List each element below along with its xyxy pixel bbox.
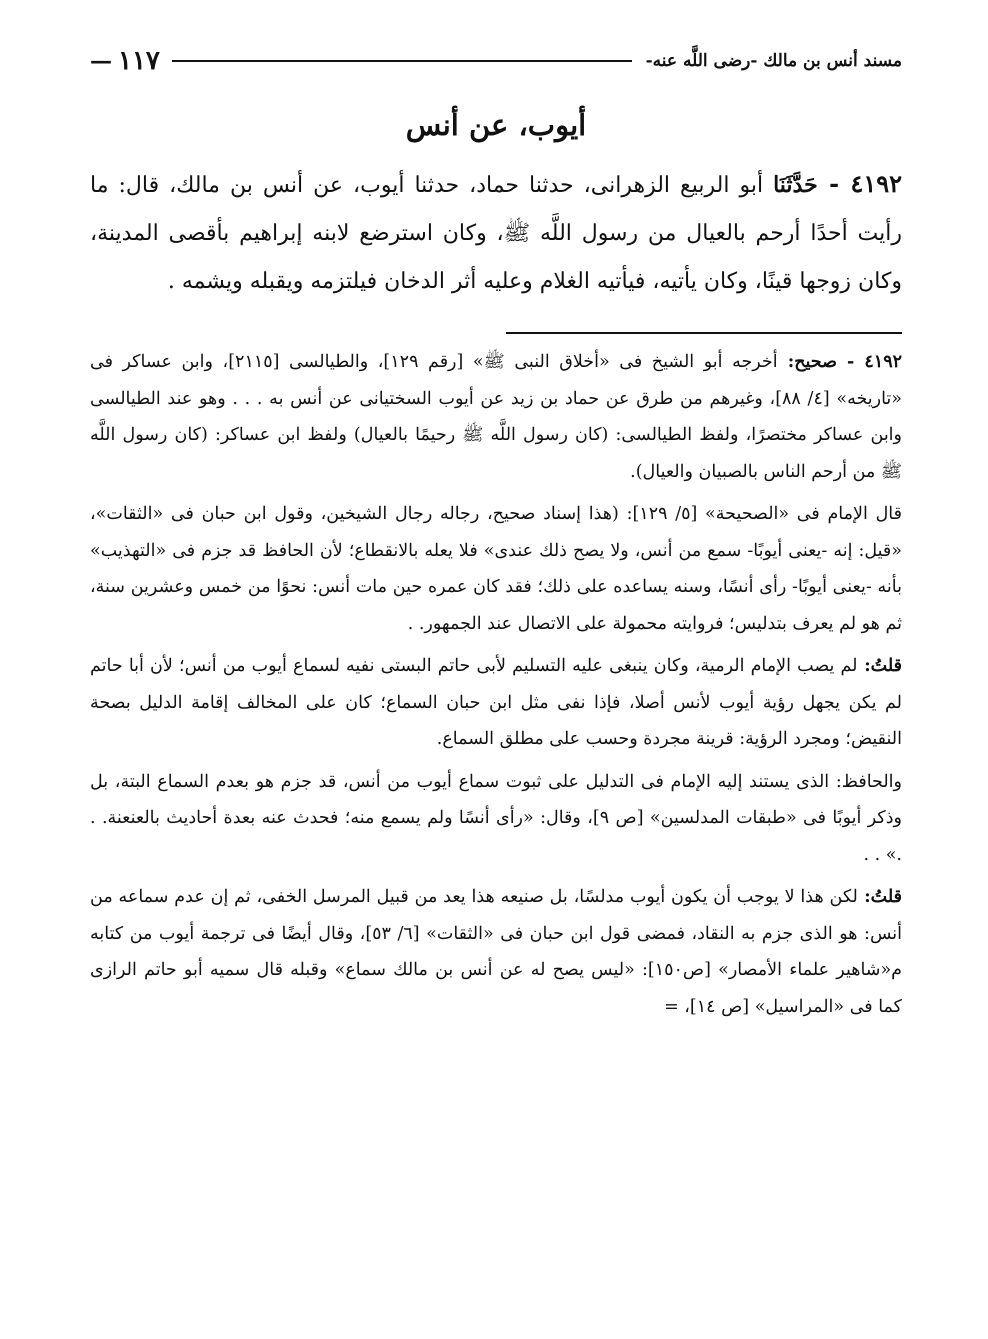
footnote-separator: [506, 332, 902, 334]
hadith-dash: -: [817, 169, 851, 198]
hadith-body: أبو الربيع الزهرانى، حدثنا حماد، حدثنا أيوب، عن أنس بن مالك، قال: ما رأيت أحدًا أرحم بالعيال من رسول اللَّه ﷺ، وكان استرضع لابنه إبراهيم بأقصى المدينة، وكان زوجها قينًا، وكان يأتيه، فيأتيه الغلام وعليه أثر الدخان فيلتزمه ويقبله ويشمه .: [90, 173, 902, 294]
note-paragraph-3: [90, 648, 902, 758]
note-label-qultu-2: قلتُ:: [857, 887, 902, 907]
hadith-lead: حَدَّثَنَا: [773, 172, 818, 198]
footnotes: [90, 344, 902, 1025]
note-paragraph-5: [90, 879, 902, 1025]
note-paragraph-1: [90, 344, 902, 490]
note-text-2: قال الإمام فى «الصحيحة» [٥/ ١٢٩]: (هذا إسناد صحيح، رجاله رجال الشيخين، وقول ابن حبان فى «الثقات»، «قيل: إنه -يعنى أيوبًا- سمع من أنس، ولا يصح ذلك عندى» فلا يعله بالانقطاع؛ لأن الحافظ قد جزم فى «التهذيب» بأنه -يعنى أيوبًا- رأى أنسًا، وسنه يساعده على ذلك؛ فقد كان عمره حين مات أنس: نحوًا من خمس وعشرين سنة، ثم هو لم يعرف بتدليس؛ فروايته محمولة على الاتصال عند الجمهور. .: [90, 504, 902, 634]
page-number: ١١٧: [118, 46, 160, 76]
hadith-text: [90, 160, 902, 306]
hadith-number: ٤١٩٢: [850, 169, 902, 198]
note-paragraph-4: [90, 764, 902, 874]
section-title: أيوب، عن أنس: [405, 108, 587, 142]
header-dash: —: [90, 48, 112, 74]
page-header: [90, 40, 902, 82]
note-text-3: لم يصب الإمام الرمية، وكان ينبغى عليه التسليم لأبى حاتم البستى نفيه لسماع أيوب من أنس؛ لأن أبا حاتم لم يكن يجهل رؤية أيوب لأنس أصلا، فإذا نفى مثل ابن حبان السماع؛ كان على المخالف إقامة الدليل بصحة النقيض؛ ومجرد الرؤية: قرينة مجردة وحسب على مطلق السماع.: [90, 656, 902, 749]
note-text-4: والحافظ: الذى يستند إليه الإمام فى التدليل على ثبوت سماع أيوب من أنس، قد جزم هو بعدم السماع البتة، بل وذكر أيوبًا فى «طبقات المدلسين» [ص ٩]، وقال: «رأى أنسًا ولم يسمع منه؛ فحدث عنه بعدة أحاديث بالعنعنة. . .» . .: [90, 771, 902, 865]
running-title: مسند أنس بن مالك -رضى اللَّه عنه-: [645, 51, 902, 71]
note-number: ٤١٩٢: [864, 352, 903, 372]
note-text-1: أخرجه أبو الشيخ فى «أخلاق النبى ﷺ» [رقم ١٢٩]، والطيالسى [٢١١٥]، وابن عساكر فى «تاريخه» [٤/ ٨٨]، وغيرهم من طرق عن حماد بن زيد عن أيوب السختيانى عن أنس به . . . وهو عند الطيالسى وابن عساكر مختصرًا، ولفظ الطيالسى: (كان رسول اللَّه ﷺ رحيمًا بالعيال) ولفظ ابن عساكر: (كان رسول اللَّه ﷺ من أرحم الناس بالصبيان والعيال).: [90, 352, 902, 482]
note-paragraph-2: [90, 496, 902, 642]
note-text-5: لكن هذا لا يوجب أن يكون أيوب مدلسًا، بل صنيعه هذا يعد من قبيل المرسل الخفى، ثم إن عدم سماعه من أنس: هو الذى جزم به النقاد، فمضى قول ابن حبان فى «الثقات» [٦/ ٥٣]، وقال أيضًا فى ترجمة أيوب من كتابه م«شاهير علماء الأمصار» [ص١٥٠]: «ليس يصح له عن أنس بن مالك سماع» وقبله قال سميه أبو حاتم الرازى كما فى «المراسيل» [ص ١٤]، =: [90, 887, 903, 1017]
note-label-qultu-1: قلتُ:: [857, 656, 902, 676]
header-rule: [172, 60, 632, 62]
note-grade-label: - صحيح:: [777, 352, 865, 372]
book-page: [90, 40, 902, 1031]
